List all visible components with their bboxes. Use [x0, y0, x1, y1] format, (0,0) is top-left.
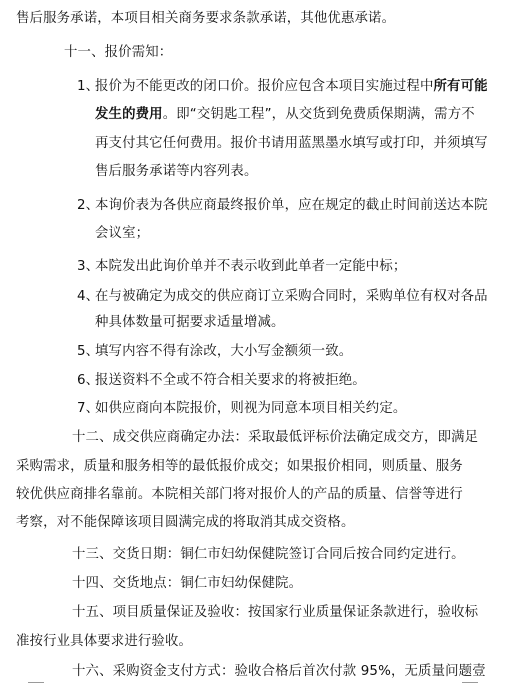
item-1-line-1: [77, 78, 488, 96]
item-1-bold-a: 所有可能: [433, 79, 488, 94]
section-11-heading: 十一、报价需知：: [64, 45, 173, 60]
item-3-number: 3、: [77, 259, 100, 274]
item-7-text: 如供应商向本院报价，则视为同意本项目相关约定。: [95, 401, 407, 416]
item-6-text: 报送资料不全或不符合相关要求的将被拒绝。: [95, 373, 366, 388]
page-corner-mark-left: [28, 682, 44, 683]
item-1-bold-b: 发生的费用: [95, 107, 163, 122]
item-5-text: 填写内容不得有涂改，大小写金额须一致。: [95, 344, 353, 359]
section-13-line: 十三、交货日期：铜仁市妇幼保健院签订合同后按合同约定进行。: [72, 547, 465, 562]
item-3-text: 本院发出此询价单并不表示收到此单者一定能中标；: [95, 259, 407, 274]
item-1-line-4: 售后服务承诺等内容列表。: [95, 164, 258, 179]
page-corner-mark-right: [462, 682, 478, 683]
item-2-line-1: [77, 197, 488, 215]
item-1-line-3: 再支付其它任何费用。报价书请用蓝黑墨水填写或打印，并须填写: [95, 136, 488, 151]
intro-line: 售后服务承诺，本项目相关商务要求条款承诺，其他优惠承诺。: [16, 11, 396, 26]
item-6-number: 6、: [77, 373, 100, 388]
item-7-number: 7、: [77, 401, 100, 416]
section-12-line-3: 较优供应商排名靠前。本院相关部门将对报价人的产品的质量、信誉等进行: [16, 487, 463, 502]
item-1-line-2: [95, 106, 475, 124]
item-3-line-1: [77, 258, 406, 276]
item-5-line-1: [77, 343, 352, 361]
item-4-text: 在与被确定为成交的供应商订立采购合同时，采购单位有权对各品: [95, 289, 488, 304]
section-15-line-1: 十五、项目质量保证及验收：按国家行业质量保证条款进行，验收标: [72, 605, 479, 620]
item-6-line-1: [77, 372, 366, 390]
item-1-text-a: 报价为不能更改的闭口价。报价应包含本项目实施过程中: [95, 79, 434, 94]
item-5-number: 5、: [77, 344, 100, 359]
section-14-line: 十四、交货地点：铜仁市妇幼保健院。: [72, 576, 303, 591]
item-1-text-b: 。即“交钥匙工程”，从交货到免费质保期满，需方不: [162, 107, 475, 122]
item-1-number: 1、: [77, 79, 100, 94]
section-15-line-2: 准按行业具体要求进行验收。: [16, 634, 193, 649]
item-4-line-2: 种具体数量可据要求适量增减。: [95, 315, 285, 330]
section-12-line-1: 十二、成交供应商确定办法：采取最低评标价法确定成交方，即满足: [72, 430, 479, 445]
item-2-line-2: 会议室；: [95, 226, 150, 241]
item-4-number: 4、: [77, 289, 100, 304]
item-4-line-1: [77, 288, 488, 306]
section-16-line-1: 十六、采购资金支付方式：验收合格后首次付款 95%，无质量问题壹: [72, 664, 486, 679]
section-12-line-2: 采购需求，质量和服务相等的最低报价成交；如果报价相同，则质量、服务: [16, 459, 463, 474]
item-2-text: 本询价表为各供应商最终报价单，应在规定的截止时间前送达本院: [95, 198, 488, 213]
item-2-number: 2、: [77, 198, 100, 213]
section-12-line-4: 考察，对不能保障该项目圆满完成的将取消其成交资格。: [16, 515, 355, 530]
item-7-line-1: [77, 400, 406, 418]
